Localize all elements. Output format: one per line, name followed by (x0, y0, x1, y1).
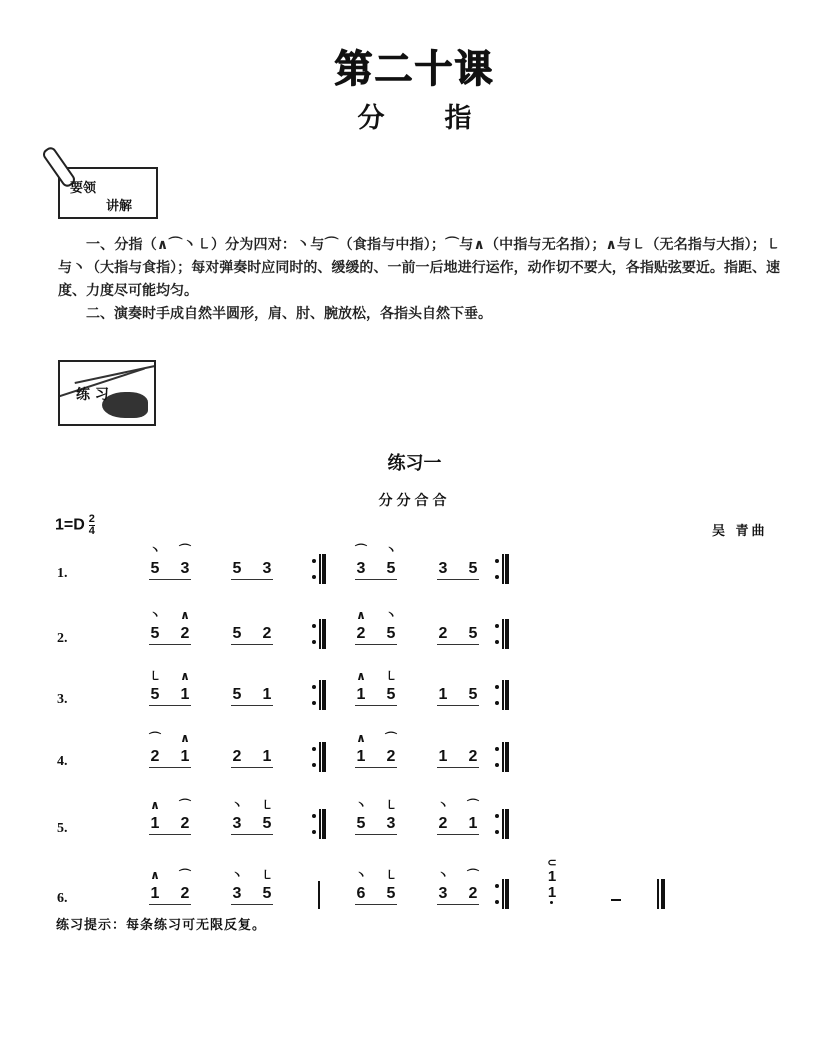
beam-underline (149, 904, 191, 905)
note-pair (149, 730, 191, 770)
beam-underline (149, 705, 191, 706)
beam-underline (437, 767, 479, 768)
note-pair (231, 867, 273, 907)
note-pair (149, 867, 191, 907)
beam-underline (437, 904, 479, 905)
fingering-mark: ㇄ (261, 868, 274, 882)
note: 2 (180, 815, 190, 832)
time-signature: $\frac{2}{4}$ (88, 513, 95, 537)
note: 1 (180, 686, 190, 703)
practice-illustration-icon (58, 360, 156, 426)
beam-underline (355, 705, 397, 706)
note: 5 (386, 560, 396, 577)
beam-underline (149, 644, 191, 645)
badge-line1: 要领 (70, 181, 97, 196)
note: 5 (150, 625, 160, 642)
repeat-barline (495, 554, 509, 584)
note: 1 (262, 686, 272, 703)
repeat-barline (495, 619, 509, 649)
note: 5 (468, 625, 478, 642)
note: 5 (262, 815, 272, 832)
note: 3 (438, 885, 448, 902)
fingering-mark: ⌒ (467, 868, 480, 882)
subtitle-char: 指 (444, 103, 472, 134)
exercise-title: 练习一 (387, 453, 442, 474)
note: 2 (438, 815, 448, 832)
fingering-mark: ∧ (180, 669, 190, 683)
repeat-barline (312, 742, 326, 772)
beam-underline (437, 579, 479, 580)
fingering-mark: ⌒ (179, 868, 192, 882)
lesson-subtitle (0, 96, 829, 135)
note: 1 (150, 885, 160, 902)
note-pair (149, 542, 191, 582)
note: 3 (262, 560, 272, 577)
note-pair (437, 542, 479, 582)
fingering-mark: 丶 (149, 608, 162, 622)
row-number: 5. (57, 821, 68, 836)
fingering-mark: ∧ (180, 608, 190, 622)
note-pair (437, 730, 479, 770)
note: 3 (356, 560, 366, 577)
note: 5 (232, 686, 242, 703)
note-pair (231, 542, 273, 582)
note-pair (149, 607, 191, 647)
fingering-mark: 丶 (437, 868, 450, 882)
note: 1 (262, 748, 272, 765)
note: 1 (180, 748, 190, 765)
note: 5 (468, 686, 478, 703)
note: 1 (438, 686, 448, 703)
fingering-mark: ㇄ (385, 868, 398, 882)
fingering-mark: ㇄ (385, 798, 398, 812)
note: 1 (468, 815, 478, 832)
practice-badge-label: 练 习 (76, 387, 109, 403)
note-low: 1 (545, 885, 559, 901)
note: 5 (262, 885, 272, 902)
row-number: 4. (57, 754, 68, 769)
note: 2 (356, 625, 366, 642)
note: 3 (232, 885, 242, 902)
beam-underline (355, 644, 397, 645)
beam-underline (355, 579, 397, 580)
fingering-mark: ⌒ (385, 731, 398, 745)
fingering-mark: ∧ (356, 669, 366, 683)
fingering-mark: ⌒ (355, 543, 368, 557)
fingering-mark: ⌒ (179, 543, 192, 557)
note-pair (149, 797, 191, 837)
barline (318, 881, 320, 909)
row-number: 1. (57, 566, 68, 581)
repeat-barline (495, 742, 509, 772)
note: 3 (232, 815, 242, 832)
practice-tip: 练习提示：每条练习可无限反复。 (56, 918, 267, 933)
repeat-barline (495, 680, 509, 710)
repeat-barline (312, 554, 326, 584)
note: 1 (150, 815, 160, 832)
exercise-subtitle: 分分合合 (378, 493, 451, 509)
row-number: 3. (57, 692, 68, 707)
note: 2 (232, 748, 242, 765)
key-points-text (58, 234, 780, 326)
beam-underline (149, 834, 191, 835)
beam-underline (355, 834, 397, 835)
note: 5 (386, 885, 396, 902)
cuo-mark: ⊂ (547, 857, 557, 869)
beam-underline (437, 644, 479, 645)
fingering-mark: ㇄ (385, 669, 398, 683)
chord (545, 857, 559, 907)
fingering-mark: ㇄ (261, 798, 274, 812)
beam-underline (231, 904, 273, 905)
fingering-mark: ∧ (150, 798, 160, 812)
fingering-mark: 丶 (385, 608, 398, 622)
note: 2 (468, 748, 478, 765)
final-barline (657, 879, 667, 909)
beam-underline (355, 767, 397, 768)
note: 5 (386, 686, 396, 703)
notation-row (0, 532, 829, 592)
note: 1 (547, 868, 557, 885)
note: 5 (356, 815, 366, 832)
beam-underline (231, 579, 273, 580)
note-pair (231, 797, 273, 837)
badge-line2: 讲解 (106, 199, 133, 214)
note: 2 (262, 625, 272, 642)
sustain-dash (611, 899, 621, 902)
note: 2 (180, 625, 190, 642)
paragraph-1: 一、分指（∧⌒丶㇄）分为四对：丶与⌒（食指与中指）；⌒与∧（中指与无名指）；∧与㇄（无名指与大指）；㇄与丶（大指与食指）；每对弹奏时应同时的、缓缓的、一前一后地进行运作，动作切不要大，各指贴弦要近。指距、速度、力度尽可能均匀。 (58, 237, 780, 299)
note-pair (355, 730, 397, 770)
note-pair (355, 797, 397, 837)
notation-row (0, 857, 829, 917)
fingering-mark: ㇄ (149, 669, 162, 683)
fingering-mark: ⌒ (179, 798, 192, 812)
note: 3 (180, 560, 190, 577)
note: 5 (468, 560, 478, 577)
paragraph-2: 二、演奏时手成自然半圆形，肩、肘、腕放松，各指头自然下垂。 (86, 306, 492, 322)
note-pair (231, 668, 273, 708)
subtitle-char: 分 (357, 103, 385, 134)
note: 1 (356, 748, 366, 765)
fingering-mark: ⌒ (149, 731, 162, 745)
note: 2 (180, 885, 190, 902)
note: 5 (150, 560, 160, 577)
note-pair (437, 668, 479, 708)
fingering-mark: ⌒ (467, 798, 480, 812)
repeat-barline (312, 680, 326, 710)
notation-row (0, 787, 829, 847)
note: 2 (438, 625, 448, 642)
note: 2 (386, 748, 396, 765)
row-number: 6. (57, 891, 68, 906)
note-pair (355, 668, 397, 708)
repeat-barline (312, 619, 326, 649)
note: 5 (386, 625, 396, 642)
fingering-mark: ∧ (356, 608, 366, 622)
note-pair (231, 730, 273, 770)
note-pair (355, 607, 397, 647)
beam-underline (355, 904, 397, 905)
note: 5 (232, 560, 242, 577)
note: 5 (232, 625, 242, 642)
fingering-mark: 丶 (231, 798, 244, 812)
key-points-badge (58, 167, 158, 219)
note: 3 (438, 560, 448, 577)
fingering-mark: 丶 (355, 798, 368, 812)
note: 5 (150, 686, 160, 703)
note: 2 (468, 885, 478, 902)
note-pair (149, 668, 191, 708)
beam-underline (231, 767, 273, 768)
beam-underline (149, 579, 191, 580)
notation-row (0, 720, 829, 780)
row-number: 2. (57, 631, 68, 646)
note-pair (355, 542, 397, 582)
lesson-title: 第二十课 (334, 46, 495, 91)
beam-underline (231, 705, 273, 706)
repeat-barline (495, 879, 509, 909)
note: 6 (356, 885, 366, 902)
note-pair (437, 867, 479, 907)
note-pair (437, 797, 479, 837)
notation-row (0, 597, 829, 657)
note: 2 (150, 748, 160, 765)
note: 1 (438, 748, 448, 765)
fingering-mark: 丶 (231, 868, 244, 882)
fingering-mark: 丶 (149, 543, 162, 557)
note-pair (231, 607, 273, 647)
fingering-mark: ∧ (150, 868, 160, 882)
fingering-mark: 丶 (385, 543, 398, 557)
fingering-mark: 丶 (437, 798, 450, 812)
beam-underline (149, 767, 191, 768)
beam-underline (231, 834, 273, 835)
note-pair (355, 867, 397, 907)
key-label: 1=D (55, 516, 85, 534)
note: 3 (386, 815, 396, 832)
fingering-mark: ∧ (180, 731, 190, 745)
note-pair (437, 607, 479, 647)
notation-row (0, 658, 829, 718)
beam-underline (437, 705, 479, 706)
beam-underline (437, 834, 479, 835)
repeat-barline (495, 809, 509, 839)
note: 1 (356, 686, 366, 703)
repeat-barline (312, 809, 326, 839)
fingering-mark: ∧ (356, 731, 366, 745)
fingering-mark: 丶 (355, 868, 368, 882)
composer-credit: 吴 青曲 (712, 524, 768, 539)
beam-underline (231, 644, 273, 645)
